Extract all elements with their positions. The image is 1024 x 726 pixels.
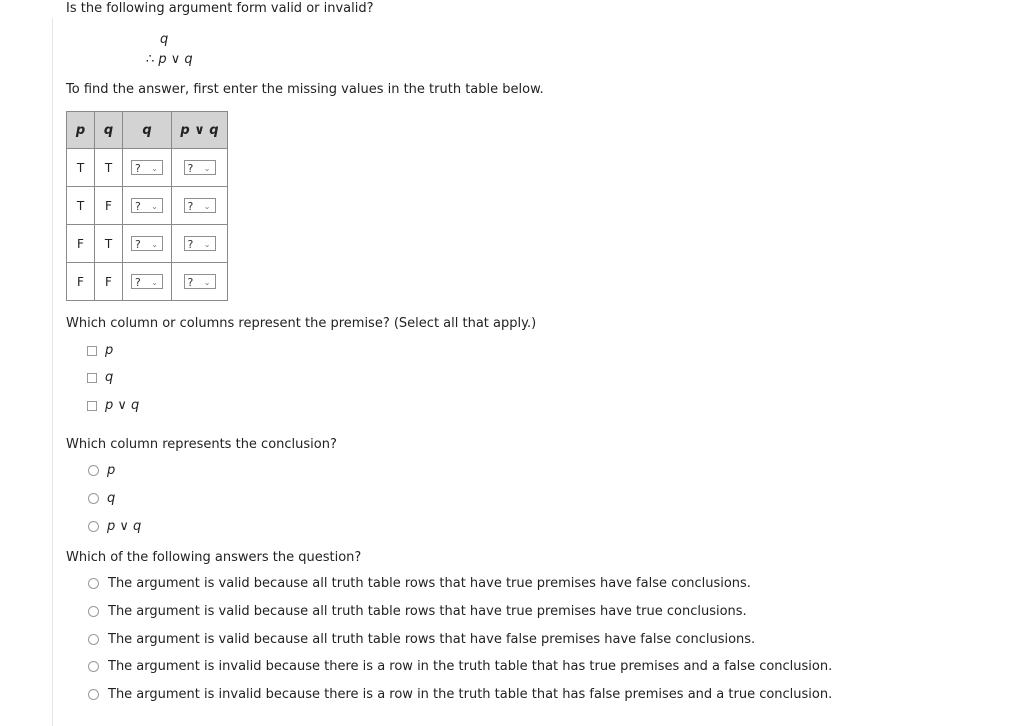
chevron-down-icon: ⌄: [151, 240, 158, 249]
answer-option-3[interactable]: [88, 632, 755, 647]
question-text: Is the following argument form valid or invalid?: [66, 1, 374, 16]
cell-p: T: [67, 187, 95, 225]
option-label: p: [107, 463, 116, 478]
cell-p: F: [67, 225, 95, 263]
option-label: The argument is valid because all truth table rows that have false premises have false conclusions.: [108, 632, 756, 647]
premise-option-p-or-q[interactable]: [87, 398, 139, 413]
answer-option-2[interactable]: [88, 604, 747, 619]
radio-button[interactable]: [88, 493, 99, 504]
select-value: ?: [187, 276, 194, 289]
radio-button[interactable]: [88, 606, 99, 617]
premise-prompt: Which column or columns represent the premise? (Select all that apply.): [66, 316, 537, 331]
select-q-row3[interactable]: [131, 236, 163, 251]
radio-button[interactable]: [88, 465, 99, 476]
option-label: q: [107, 491, 116, 506]
select-value: ?: [135, 200, 141, 213]
cell-p: F: [67, 263, 95, 301]
option-label: p: [105, 343, 114, 358]
select-value: ?: [187, 162, 194, 175]
conclusion-option-p-or-q[interactable]: [88, 519, 141, 534]
radio-button[interactable]: [88, 689, 99, 700]
option-label: p ∨ q: [107, 519, 142, 534]
conclusion-prompt: Which column represents the conclusion?: [66, 437, 337, 452]
premise-option-p[interactable]: [87, 343, 113, 358]
chevron-down-icon: ⌄: [203, 164, 211, 173]
table-row: [67, 149, 228, 187]
header-p: p: [67, 112, 95, 149]
chevron-down-icon: ⌄: [203, 278, 211, 287]
option-label: The argument is invalid because there is a row in the truth table that has false premises and a true conclusion.: [108, 687, 833, 702]
checkbox[interactable]: [87, 346, 97, 356]
cell-q: F: [95, 187, 123, 225]
select-p-or-q-row3[interactable]: [184, 236, 216, 251]
select-value: ?: [135, 238, 141, 251]
chevron-down-icon: ⌄: [151, 278, 158, 287]
option-label: The argument is valid because all truth table rows that have true premises have true conclusions.: [108, 604, 747, 619]
option-label: q: [105, 370, 114, 385]
answer-option-5[interactable]: [88, 687, 832, 702]
select-value: ?: [187, 200, 194, 213]
table-row: [67, 263, 228, 301]
cell-p: T: [67, 149, 95, 187]
cell-q: T: [95, 225, 123, 263]
conclusion-option-p[interactable]: [88, 463, 115, 478]
select-p-or-q-row1[interactable]: [184, 160, 216, 175]
chevron-down-icon: ⌄: [203, 202, 211, 211]
answer-prompt: Which of the following answers the question?: [66, 550, 362, 565]
select-p-or-q-row2[interactable]: [184, 198, 216, 213]
chevron-down-icon: ⌄: [151, 202, 158, 211]
truth-table: [66, 111, 228, 301]
answer-option-4[interactable]: [88, 659, 832, 674]
select-q-row2[interactable]: [131, 198, 163, 213]
select-value: ?: [135, 276, 141, 289]
argument-conclusion: ∴ p ∨ q: [146, 52, 193, 67]
select-q-row4[interactable]: [131, 274, 163, 289]
table-row: [67, 187, 228, 225]
select-value: ?: [187, 238, 194, 251]
option-label: p ∨ q: [105, 398, 140, 413]
header-p-or-q: p ∨ q: [172, 112, 228, 149]
checkbox[interactable]: [87, 401, 97, 411]
answer-option-1[interactable]: [88, 576, 751, 591]
conclusion-option-q[interactable]: [88, 491, 115, 506]
table-row: [67, 225, 228, 263]
header-q: q: [95, 112, 123, 149]
radio-button[interactable]: [88, 578, 99, 589]
chevron-down-icon: ⌄: [203, 240, 211, 249]
cell-q: F: [95, 263, 123, 301]
select-q-row1[interactable]: [131, 160, 163, 175]
premise-option-q[interactable]: [87, 370, 113, 385]
select-value: ?: [135, 162, 141, 175]
option-label: The argument is valid because all truth table rows that have true premises have false conclusions.: [108, 576, 751, 591]
left-divider: [52, 18, 53, 726]
chevron-down-icon: ⌄: [151, 164, 158, 173]
select-p-or-q-row4[interactable]: [184, 274, 216, 289]
header-premise-q: q: [123, 112, 172, 149]
radio-button[interactable]: [88, 521, 99, 532]
checkbox[interactable]: [87, 373, 97, 383]
cell-q: T: [95, 149, 123, 187]
option-label: The argument is invalid because there is a row in the truth table that has true premises and a false conclusion.: [108, 659, 833, 674]
truth-table-header: [67, 112, 228, 149]
radio-button[interactable]: [88, 661, 99, 672]
argument-premise: q: [160, 32, 169, 47]
instructions-text: To find the answer, first enter the missing values in the truth table below.: [66, 82, 544, 97]
radio-button[interactable]: [88, 634, 99, 645]
